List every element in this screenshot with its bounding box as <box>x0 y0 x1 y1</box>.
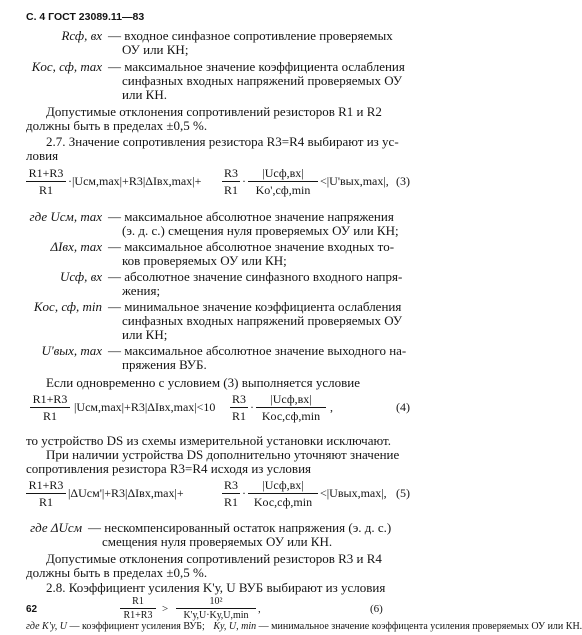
definition-line: (э. д. с.) смещения нуля проверяемых ОУ или КН; <box>122 223 399 238</box>
paragraph-line: ловия <box>26 148 59 163</box>
equation-term: <|Uвых,max|, <box>320 486 387 500</box>
fraction <box>120 596 156 621</box>
definition-line: — максимальное абсолютное значение напряжения <box>108 209 394 224</box>
paragraph-line: должны быть в пределах ±0,5 %. <box>26 565 208 580</box>
fraction-numerator: |Uсф,вх| <box>262 478 304 492</box>
fraction-numerator: R3 <box>223 166 238 180</box>
definition-line: или КН. <box>122 87 167 102</box>
fraction <box>248 478 318 509</box>
equation-number: (5) <box>396 486 410 500</box>
paragraph-line: то устройство DS из схемы измерительной установки исключают. <box>26 433 391 448</box>
equation-number: (4) <box>396 400 410 414</box>
definition-line: — минимальное значение коэффицента усиления <box>258 621 470 632</box>
paragraph-line: должны быть в пределах ±0,5 %. <box>26 118 208 133</box>
paragraph-line: При наличии устройства DS дополнительно уточняют значение <box>46 447 400 462</box>
fraction-numerator: R1 <box>132 596 144 607</box>
definition-line: — коэффициент усиления ВУБ; <box>69 621 205 632</box>
definition-term: Rсф, вх <box>61 28 102 43</box>
equation-term: |Uсм,max|+R3|ΔIвх,max|<10 <box>74 400 216 414</box>
fraction-numerator: R1+R3 <box>32 392 68 406</box>
fraction-numerator: R3 <box>231 392 246 406</box>
definition-term: Kос, сф, min <box>33 299 102 314</box>
fraction <box>30 392 70 423</box>
definition-term: ΔIвх, max <box>50 239 102 254</box>
fraction <box>256 392 326 423</box>
fraction-numerator: R1+R3 <box>28 478 64 492</box>
fraction-denominator: R1 <box>231 409 246 423</box>
definition-k-u-inline <box>26 621 582 632</box>
definition-line: или КН; <box>122 327 168 342</box>
fraction-numerator: |Uсф,вх| <box>262 166 304 180</box>
fraction-numerator: 10² <box>209 596 223 607</box>
definition-line: — входное синфазное сопротивление проверяемых <box>108 28 393 43</box>
definition-term: U'вых, max <box>41 343 102 358</box>
equation-term: ·|Uсм,max|+R3|ΔIвх,max|+ <box>68 174 202 188</box>
definition-line: ков проверяемых ОУ или КН; <box>122 253 287 268</box>
definition-term: Kос, сф, max <box>31 59 102 74</box>
equation-term: <|U'вых,max|, <box>320 174 389 188</box>
fraction-numerator: R3 <box>223 478 238 492</box>
equation-3: R1+R3 R1 ·|Uсм,max|+R3|ΔIвх,max|+ R3 R1 · |Uсф,вх| Kо',сф,min <|U'вых,max|, (3) <box>26 166 416 202</box>
definition-line: смещения нуля проверяемых ОУ или КН. <box>102 534 333 549</box>
paragraph-line: Если одновременно с условием (3) выполняется условие <box>46 375 361 390</box>
fraction-denominator: R1 <box>42 409 57 423</box>
paragraph-line: сопротивления резистора R3=R4 исходя из условия <box>26 461 312 476</box>
fraction <box>222 478 240 509</box>
equation-term: , <box>258 603 261 615</box>
definition-line: пряжения ВУБ. <box>122 357 207 372</box>
definition-line: — максимальное абсолютное значение выходного на- <box>108 343 407 358</box>
fraction-denominator: R1 <box>223 495 238 509</box>
fraction-numerator: |Uсф,вх| <box>270 392 312 406</box>
equation-4: R1+R3 R1 |Uсм,max|+R3|ΔIвх,max|<10 R3 R1 · |Uсф,вх| Kос,сф,min , (4) <box>30 392 420 428</box>
definition-line: ОУ или КН; <box>122 42 189 57</box>
definition-line: — максимальное абсолютное значение входных то- <box>108 239 395 254</box>
fraction-denominator: R1 <box>223 183 238 197</box>
paragraph-line: Допустимые отклонения сопротивлений резисторов R1 и R2 <box>46 104 382 119</box>
equation-6-display: R1 R1+R3 > 10² K'у,U·Kу,U,min , (6) <box>120 596 420 624</box>
fraction-denominator: K'у,U·Kу,U,min <box>183 610 249 621</box>
equation-term: , <box>330 400 333 414</box>
paragraph-line: 2.8. Коэффициент усиления K'у, U ВУБ выбирают из условия <box>46 580 386 595</box>
paragraph-line: 2.7. Значение сопротивления резистора R3=R4 выбирают из ус- <box>46 134 399 149</box>
fraction-denominator: R1 <box>38 183 53 197</box>
definition-term: Uсф, вх <box>60 269 102 284</box>
equation-number: (6) <box>370 603 383 615</box>
fraction <box>248 166 318 197</box>
definition-line: — максимальное значение коэффициента ослабления <box>108 59 405 74</box>
equation-term: |ΔUсм'|+R3|ΔIвх,max|+ <box>68 486 184 500</box>
fraction <box>222 166 240 197</box>
fraction <box>26 166 66 197</box>
fraction <box>176 596 256 621</box>
fraction <box>230 392 248 423</box>
page-header: С. 4 ГОСТ 23089.11—83 <box>26 11 145 23</box>
equation-5: R1+R3 R1 |ΔUсм'|+R3|ΔIвх,max|+ R3 R1 · |Uсф,вх| Kос,сф,min <|Uвых,max|, (5) <box>26 478 416 514</box>
definition-line: — абсолютное значение синфазного входного напря- <box>108 269 403 284</box>
definition-term: где Uсм, max <box>29 209 102 224</box>
fraction-denominator: Kос,сф,min <box>261 409 321 423</box>
fraction-denominator: Kос,сф,min <box>253 495 313 509</box>
equation-number: (3) <box>396 174 410 188</box>
definition-line: — нескомпенсированный остаток напряжения (э. д. с.) <box>88 520 392 535</box>
fraction-denominator: R1 <box>38 495 53 509</box>
fraction <box>26 478 66 509</box>
page-number: 62 <box>26 604 38 615</box>
definition-term: Kу, U, min <box>213 621 257 632</box>
definition-line: синфазных входных напряжений проверяемых ОУ <box>122 313 403 328</box>
definition-term: где K'у, U <box>26 621 67 632</box>
paragraph-line: Допустимые отклонения сопротивлений резисторов R3 и R4 <box>46 551 382 566</box>
definition-line: жения; <box>122 283 161 298</box>
definition-line: проверяемых ОУ или КН. <box>472 621 582 632</box>
definition-term: где ΔUсм <box>30 520 82 535</box>
definition-line: — минимальное значение коэффициента ослабления <box>108 299 402 314</box>
definition-line: синфазных входных напряжений проверяемых ОУ <box>122 73 403 88</box>
fraction-numerator: R1+R3 <box>28 166 64 180</box>
fraction-denominator: Kо',сф,min <box>255 183 311 197</box>
fraction-denominator: R1+R3 <box>123 610 153 621</box>
